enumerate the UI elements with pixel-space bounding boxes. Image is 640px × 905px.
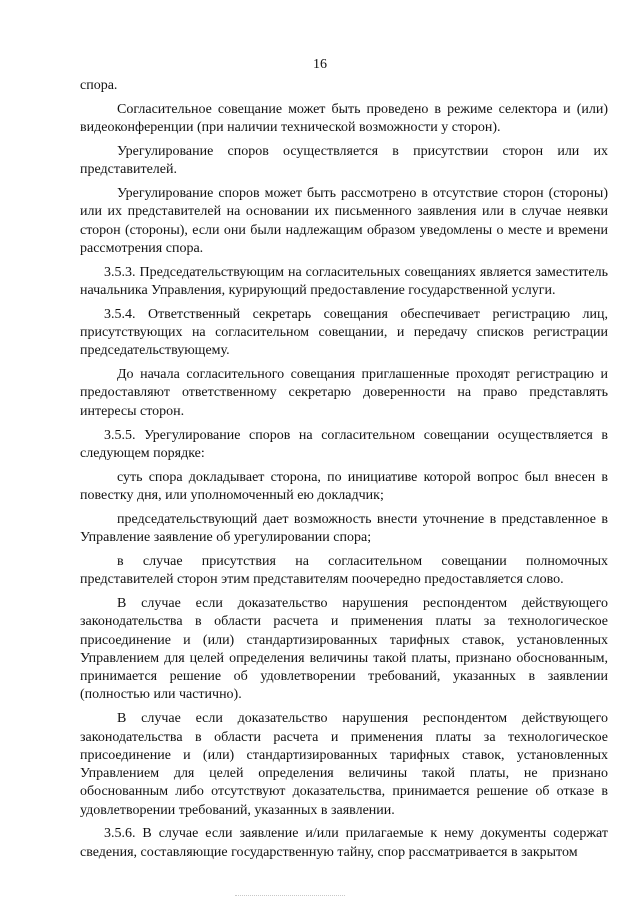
paragraph-absence: Урегулирование споров может быть рассмотрено в отсутствие сторон (стороны) или их представителей на основании их письменного заявления или в случае неявки сторон (стороны), если они были надлежащим образом уведомлены о месте и времени рассмотрения спора.: [80, 185, 608, 256]
list-item-representatives: в случае присутствия на согласительном совещании полномочных представителей сторон этим представителям поочередно предоставляется слово.: [80, 553, 608, 588]
paragraph-3-5-4: 3.5.4. Ответственный секретарь совещания обеспечивает регистрацию лиц, присутствующих на согласительном совещании, и передачу списков регистрации председательствующему.: [80, 306, 608, 359]
footer-divider: [235, 895, 345, 896]
paragraph-3-5-5: 3.5.5. Урегулирование споров на согласительном совещании осуществляется в следующем порядке:: [80, 427, 608, 461]
paragraph-3-5-3: 3.5.3. Председательствующим на согласительных совещаниях является заместитель начальника Управления, курирующий предоставление государственной услуги.: [80, 264, 608, 298]
paragraph-decision-granted: В случае если доказательство нарушения респондентом действующего законодательства в области расчета и применения платы за технологическое присоединение и (или) стандартизированных тарифных ставок, установленных Управлением для целей определения величины такой платы, признано обоснованным, принимается решение об удовлетворении требований, указанных в заявлении (полностью или частично).: [80, 595, 608, 703]
list-item-report: суть спора докладывает сторона, по инициативе которой вопрос был внесен в повестку дня, или уполномоченный ею докладчик;: [80, 469, 608, 503]
list-item-clarification: председательствующий дает возможность внести уточнение в представленное в Управление заявление об урегулировании спора;: [80, 511, 608, 546]
document-body: [80, 77, 608, 868]
paragraph-videoconference: Согласительное совещание может быть проведено в режиме селектора и (или) видеоконференции (при наличии технической возможности у сторон).: [80, 101, 608, 136]
paragraph-3-5-6: 3.5.6. В случае если заявление и/или прилагаемые к нему документы содержат сведения, составляющие государственную тайну, спор рассматривается в закрытом: [80, 826, 608, 860]
paragraph-continuation: спора.: [80, 78, 118, 93]
page-number: 16: [313, 57, 327, 72]
paragraph-decision-refused: В случае если доказательство нарушения респондентом действующего законодательства в области расчета и применения платы за технологическое присоединение и (или) стандартизированных тарифных ставок, установленных Управлением для целей определения величины такой платы, не признано обоснованным либо отсутствуют доказательства, принимается решение об отказе в удовлетворении требований, указанных в заявлении.: [80, 711, 608, 818]
paragraph-presence: Урегулирование споров осуществляется в присутствии сторон или их представителей.: [80, 143, 608, 178]
paragraph-registration: До начала согласительного совещания приглашенные проходят регистрацию и предоставляют ответственному секретарю доверенности на право представлять интересы сторон.: [80, 367, 608, 419]
